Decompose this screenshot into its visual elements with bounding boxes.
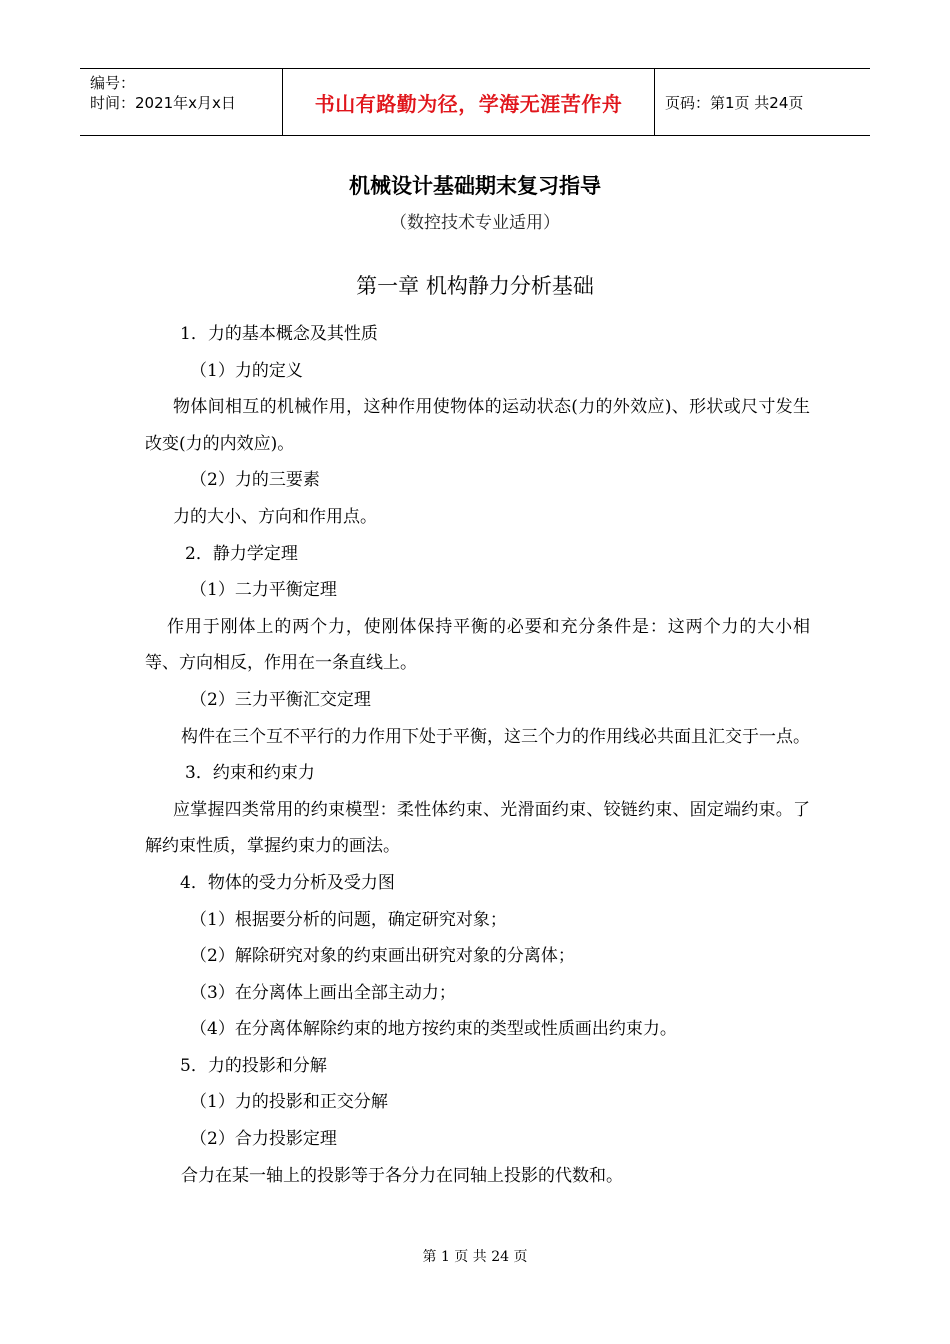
- paragraph-1: [145, 389, 810, 462]
- paragraph-3-text: 作用于刚体上的两个力，使刚体保持平衡的必要和充分条件是：这两个力的大小相等、方向相反，作用在一条直线上。: [145, 616, 810, 674]
- subsection-2-1: （1）二力平衡定理: [190, 580, 337, 601]
- chapter-heading: 第一章 机构静力分析基础: [356, 274, 594, 298]
- header-motto-cell: [282, 69, 655, 135]
- paragraph-4: [145, 719, 810, 756]
- subsection-1-2: （2）力的三要素: [190, 470, 320, 491]
- subsection-5-1: （1）力的投影和正交分解: [190, 1092, 388, 1113]
- motto-text: 书山有路勤为径，学海无涯苦作舟: [314, 91, 623, 116]
- number-label: 编号：: [90, 74, 136, 92]
- section-heading-4: 4．物体的受力分析及受力图: [180, 872, 395, 893]
- header-meta-cell: [80, 69, 282, 135]
- step-4-2: （2）解除研究对象的约束画出研究对象的分离体；: [190, 946, 575, 967]
- section-heading-5: 5．力的投影和分解: [180, 1055, 327, 1076]
- step-4-4: （4）在分离体解除约束的地方按约束的类型或性质画出约束力。: [190, 1019, 677, 1040]
- paragraph-1-text: 物体间相互的机械作用，这种作用使物体的运动状态(力的外效应)、形状或尺寸发生改变(力的内效应)。: [145, 397, 810, 454]
- section-heading-2: 2．静力学定理: [185, 543, 298, 564]
- time-label: 时间：2021年x月x日: [90, 94, 236, 112]
- section-heading-1: 1．力的基本概念及其性质: [180, 324, 378, 344]
- document-subtitle: （数控技术专业适用）: [390, 213, 560, 233]
- step-4-1: （1）根据要分析的问题，确定研究对象；: [190, 909, 507, 930]
- header-page-cell: [655, 69, 870, 135]
- subsection-5-2: （2）合力投影定理: [190, 1129, 337, 1150]
- section-heading-3: 3．约束和约束力: [185, 763, 315, 784]
- subsection-2-2: （2）三力平衡汇交定理: [190, 689, 371, 710]
- paragraph-5: [145, 792, 810, 865]
- document-title: 机械设计基础期末复习指导: [349, 174, 601, 198]
- paragraph-2: 力的大小、方向和作用点。: [173, 506, 377, 527]
- paragraph-5-text: 应掌握四类常用的约束模型：柔性体约束、光滑面约束、铰链约束、固定端约束。了解约束性质，掌握约束力的画法。: [145, 799, 810, 857]
- paragraph-3: [145, 609, 810, 682]
- subsection-1-1: （1）力的定义: [190, 360, 303, 381]
- document-body: [145, 316, 810, 1194]
- page-info: 页码：第1页 共24页: [665, 93, 804, 112]
- step-4-3: （3）在分离体上画出全部主动力；: [190, 982, 456, 1003]
- paragraph-4-text: 构件在三个互不平行的力作用下处于平衡，这三个力的作用线必共面且汇交于一点。: [181, 726, 810, 747]
- paragraph-6: 合力在某一轴上的投影等于各分力在同轴上投影的代数和。: [181, 1165, 623, 1186]
- page-footer: 第 1 页 共 24 页: [422, 1249, 528, 1265]
- header-table: [80, 68, 870, 136]
